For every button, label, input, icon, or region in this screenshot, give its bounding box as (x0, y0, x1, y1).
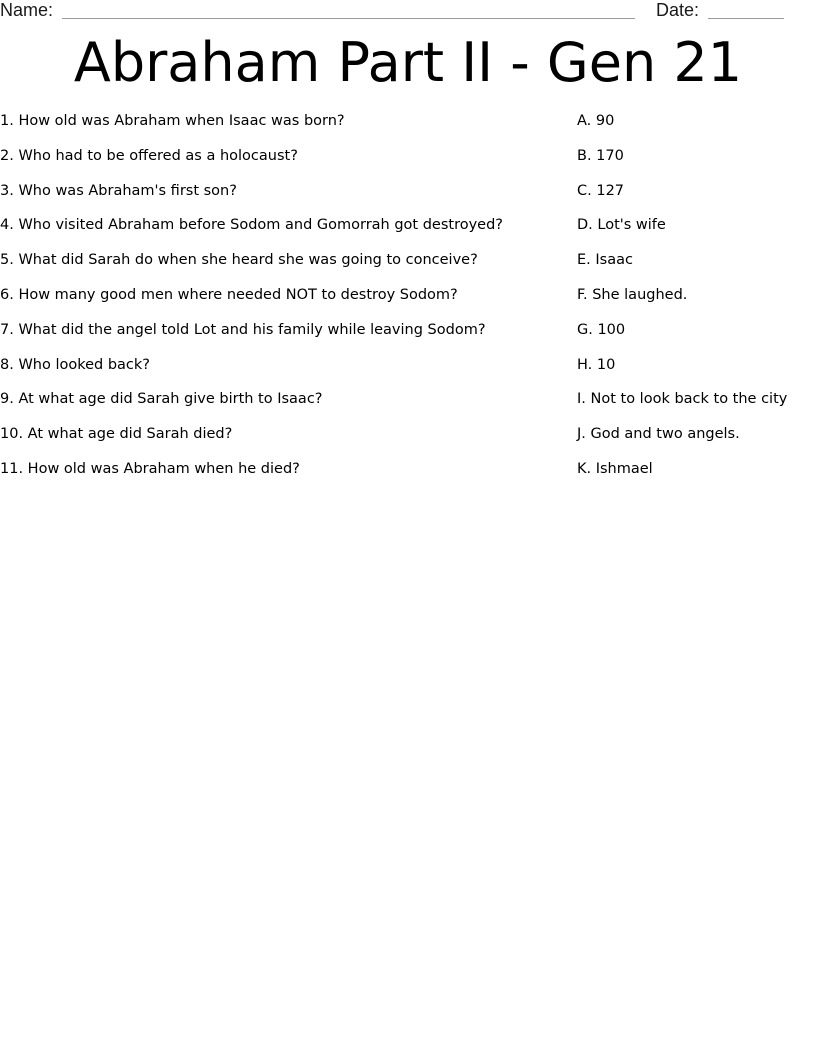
answers-list (577, 111, 813, 494)
question-item: 3. Who was Abraham's first son? (0, 182, 237, 199)
answer-item: G. 100 (577, 321, 626, 338)
answer-item: A. 90 (577, 113, 615, 129)
question-item: 8. Who looked back? (0, 356, 150, 373)
question-item: 5. What did Sarah do when she heard she was going to conceive? (0, 252, 478, 269)
answer-item: K. Ishmael (577, 460, 653, 477)
answer-item: I. Not to look back to the city (577, 391, 788, 408)
answer-item: D. Lot's wife (577, 217, 666, 234)
question-item: 11. How old was Abraham when he died? (0, 460, 300, 477)
answer-item: B. 170 (577, 147, 624, 164)
name-label: Name: (0, 0, 54, 20)
worksheet-header (0, 0, 816, 24)
answer-item: E. Isaac (577, 252, 633, 269)
answer-item: J. God and two angels. (577, 426, 740, 443)
question-item: 1. How old was Abraham when Isaac was born? (0, 113, 345, 129)
questions-list (0, 111, 570, 494)
date-label: Date: (656, 0, 700, 20)
question-item: 9. At what age did Sarah give birth to Isaac? (0, 391, 323, 408)
answer-item: C. 127 (577, 182, 625, 199)
date-blank-line[interactable] (708, 18, 784, 19)
name-blank-line[interactable] (62, 18, 635, 19)
question-item: 6. How many good men where needed NOT to destroy Sodom? (0, 286, 458, 303)
answer-item: H. 10 (577, 356, 616, 373)
question-item: 10. At what age did Sarah died? (0, 426, 233, 443)
question-item: 7. What did the angel told Lot and his family while leaving Sodom? (0, 321, 486, 338)
question-item: 4. Who visited Abraham before Sodom and Gomorrah got destroyed? (0, 217, 503, 234)
question-item: 2. Who had to be offered as a holocaust? (0, 147, 298, 164)
answer-item: F. She laughed. (577, 286, 688, 303)
page-title: Abraham Part II - Gen 21 (73, 31, 743, 94)
